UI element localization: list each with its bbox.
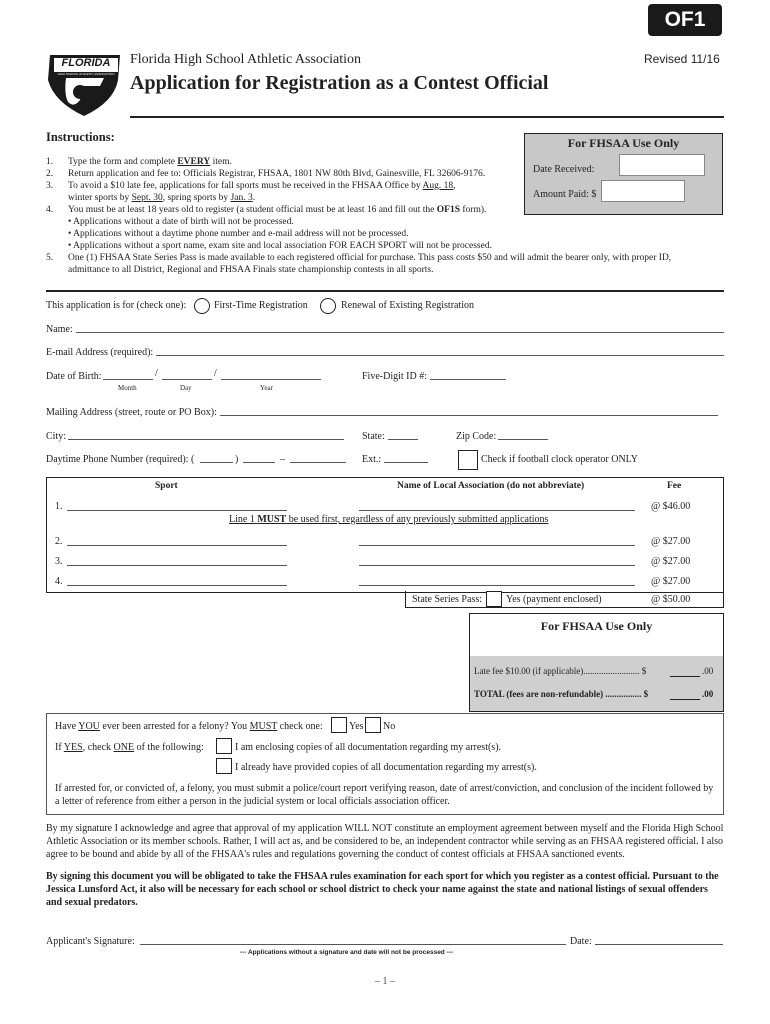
state-label: State: (362, 431, 385, 442)
dob-day-field[interactable] (162, 369, 212, 380)
fhsaa-use-only-box (524, 133, 723, 215)
table-row (47, 553, 723, 573)
email-label: E-mail Address (required): (46, 347, 154, 358)
logo-wordmark: FLORIDA (61, 57, 111, 69)
date-received-label: Date Received: (533, 164, 595, 175)
section-divider (46, 290, 724, 292)
provided-docs-label: I already have provided copies of all documentation regarding my arrest(s). (235, 762, 537, 773)
dob-separator: / (155, 368, 158, 379)
row-number: 4. (55, 576, 63, 587)
instruction-num: 4. (46, 205, 54, 215)
table-row (47, 573, 723, 591)
phone-dash: – (280, 454, 285, 465)
email-field[interactable] (156, 345, 724, 356)
five-digit-id-field[interactable] (430, 369, 506, 380)
association-column-header: Name of Local Association (do not abbreviate) (397, 481, 585, 491)
phone-label: Daytime Phone Number (required): ( (46, 454, 195, 465)
phone-line-field[interactable] (290, 452, 346, 463)
name-field[interactable] (76, 322, 724, 333)
dob-month-field[interactable] (103, 369, 153, 380)
signature-label: Applicant's Signature: (46, 936, 135, 947)
ext-label: Ext.: (362, 454, 382, 465)
row-fee: @ $27.00 (651, 536, 691, 547)
total-field[interactable] (670, 689, 700, 700)
fees-inner (470, 656, 723, 711)
instruction-text: One (1) FHSAA State Series Pass is made available to each registered official for purchase. This pass costs $50 and will admit the bearer only, with proper ID, (68, 253, 672, 263)
enclosing-docs-checkbox[interactable] (216, 738, 232, 754)
ext-field[interactable] (384, 452, 428, 463)
dob-year-field[interactable] (221, 369, 321, 380)
date-field[interactable] (595, 934, 723, 945)
year-caption: Year (260, 384, 273, 392)
renewal-label: Renewal of Existing Registration (341, 300, 475, 311)
late-fee-label: Late fee $10.00 (if applicable)......................... $ (474, 666, 647, 676)
state-pass-label: State Series Pass: (412, 594, 482, 605)
row-number: 3. (55, 556, 63, 567)
zip-label: Zip Code: (456, 431, 497, 442)
logo-subtext: HIGH SCHOOL ATHLETIC ASSOCIATION (57, 72, 115, 76)
instruction-text: Return application and fee to: Officials Registrar, FHSAA, 1801 NW 80th Blvd, Gainesville, FL 32606-9176. (68, 169, 486, 179)
felony-no-label: No (383, 721, 396, 732)
state-field[interactable] (388, 429, 418, 440)
enclosing-docs-label: I am enclosing copies of all documentation regarding my arrest(s). (235, 742, 502, 753)
date-received-field[interactable] (619, 154, 705, 176)
late-fee-field[interactable] (670, 666, 700, 677)
name-label: Name: (46, 324, 73, 335)
application-for-label: This application is for (check one): (46, 300, 187, 311)
state-pass-fee: @ $50.00 (651, 594, 691, 605)
total-cents: .00 (702, 689, 714, 699)
felony-yes-checkbox[interactable] (331, 717, 347, 733)
fees-box-title: For FHSAA Use Only (540, 619, 653, 633)
felony-box (46, 713, 724, 815)
row-fee: @ $27.00 (651, 576, 691, 587)
fee-column-header: Fee (667, 481, 682, 491)
if-yes-label: If YES, check ONE of the following: (55, 742, 204, 753)
dob-label: Date of Birth: (46, 371, 102, 382)
first-time-label: First-Time Registration (214, 300, 308, 311)
instruction-text: • Applications without a sport name, exam site and local association FOR EACH SPORT will not be processed. (68, 241, 492, 251)
signature-field[interactable] (140, 934, 566, 945)
lunsford-act-text: By signing this document you will be obligated to take the FHSAA rules examination for each sport for which you register as a contest official. Pursuant to the Jessica Lunsford Act, it also will be necessary for each school or school district to check your name against the state and national listings of sexual offenders and sexual predators. (46, 871, 719, 908)
row-number: 2. (55, 536, 63, 547)
instruction-num: 5. (46, 253, 54, 263)
felony-yes-label: Yes (349, 721, 364, 732)
association-field[interactable] (359, 575, 635, 586)
instructions-heading: Instructions: (46, 130, 115, 144)
instruction-text: You must be at least 18 years old to register (a student official must be at least 16 and fill out the OF1S form). (68, 205, 487, 215)
instruction-num: 2. (46, 169, 54, 179)
page-title: Application for Registration as a Contest Official (130, 72, 549, 94)
instruction-text: • Applications without a daytime phone number and e-mail address will not be processed. (68, 229, 409, 239)
sport-field[interactable] (67, 555, 287, 566)
mailing-address-label: Mailing Address (street, route or PO Box): (46, 407, 217, 418)
form-code-badge: OF1 (648, 4, 722, 36)
day-caption: Day (180, 384, 192, 392)
date-label: Date: (570, 936, 592, 947)
provided-docs-checkbox[interactable] (216, 758, 232, 774)
row-fee: @ $46.00 (651, 501, 691, 512)
clock-operator-checkbox[interactable] (458, 450, 478, 470)
line1-note: Line 1 MUST be used first, regardless of any previously submitted applications (229, 514, 549, 525)
phone-area-field[interactable] (200, 452, 233, 463)
sport-column-header: Sport (155, 481, 178, 491)
state-pass-yes-label: Yes (payment enclosed) (506, 594, 602, 605)
fhsaa-logo (44, 52, 124, 118)
association-field[interactable] (359, 500, 635, 511)
state-pass-checkbox[interactable] (486, 591, 502, 607)
header-rule (130, 116, 724, 118)
month-caption: Month (118, 384, 137, 392)
signature-note: --- Applications without a signature and date will not be processed --- (239, 949, 454, 956)
phone-prefix-field[interactable] (243, 452, 275, 463)
page-number: – 1 – (375, 976, 395, 987)
felony-no-checkbox[interactable] (365, 717, 381, 733)
first-time-radio[interactable] (194, 298, 210, 314)
revised-date: Revised 11/16 (644, 52, 720, 66)
total-label: TOTAL (fees are non-refundable) ................ $ (474, 689, 649, 699)
five-digit-id-label: Five-Digit ID #: (362, 371, 427, 382)
row-number: 1. (55, 501, 63, 512)
instruction-text: admittance to all District, Regional and FHSAA Finals state championship contests in all sports. (68, 265, 434, 275)
city-field[interactable] (68, 429, 344, 440)
instruction-text: • Applications without a date of birth will not be processed. (68, 217, 294, 227)
association-field[interactable] (359, 535, 635, 546)
sport-field[interactable] (67, 500, 287, 511)
amount-paid-label: Amount Paid: $ (533, 189, 597, 200)
association-field[interactable] (359, 555, 635, 566)
instruction-num: 3. (46, 181, 54, 191)
clock-operator-label: Check if football clock operator ONLY (481, 454, 639, 465)
amount-paid-field[interactable] (601, 180, 685, 202)
table-row (47, 533, 723, 553)
sport-field[interactable] (67, 575, 287, 586)
row-fee: @ $27.00 (651, 556, 691, 567)
zip-field[interactable] (498, 429, 548, 440)
instruction-num: 1. (46, 157, 54, 167)
felony-question: Have YOU ever been arrested for a felony? You MUST check one: (55, 721, 323, 732)
acknowledgement-text: By my signature I acknowledge and agree that approval of my application WILL NOT constitute an employment agreement between myself and the Florida High School Athletic Association or its member schools. Rather, I will act as, and be considered to be, an independent contractor while serving as an FHSAA registered official. I also agree to be bound and abide by all of the FHSAA's rules and regulations governing the conduct of contest officials at FHSAA sanctioned events. (46, 823, 724, 860)
instruction-text: To avoid a $10 late fee, applications for fall sports must be received in the FHSAA Office by Aug. 18, (68, 181, 456, 191)
instruction-text: Type the form and complete EVERY item. (68, 157, 232, 167)
renewal-radio[interactable] (320, 298, 336, 314)
sport-field[interactable] (67, 535, 287, 546)
city-label: City: (46, 431, 67, 442)
dob-separator: / (214, 368, 217, 379)
phone-paren: ) (235, 454, 239, 465)
fhsaa-fees-box (469, 613, 724, 712)
late-fee-cents: .00 (702, 666, 714, 676)
org-name: Florida High School Athletic Association (130, 52, 361, 67)
mailing-address-field[interactable] (220, 405, 718, 416)
sports-table (46, 477, 724, 593)
felony-note: If arrested for, or convicted of, a felony, you must submit a police/court report verifying reason, date of arrest/conviction, and conclusion of the incident followed by a letter of reference from either a person in the judicial system or local officials association officer. (55, 783, 714, 807)
instruction-text: winter sports by Sept. 30, spring sports by Jan. 3. (68, 193, 256, 203)
state-series-pass-row (405, 591, 724, 608)
use-only-title: For FHSAA Use Only (567, 136, 680, 150)
